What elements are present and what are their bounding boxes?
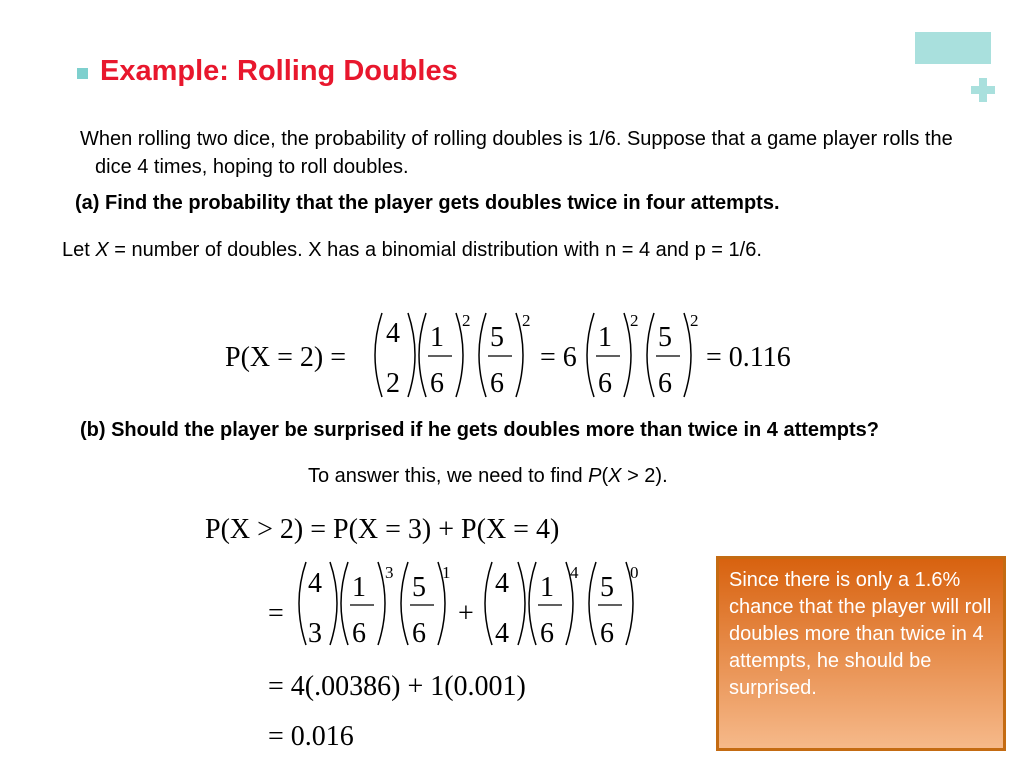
answer-p: P [588,465,602,487]
eqa-exp3: 2 [630,311,639,330]
eqa-frac1-num: 1 [430,322,444,353]
eqb-frac1-den: 6 [352,618,366,649]
eqb-frac3-den: 6 [540,618,554,649]
question-b: (b) Should the player be surprised if he gets doubles more than twice in 4 attempts? [80,419,880,441]
eqa-frac4-den: 6 [658,368,672,399]
eqb-line1: P(X > 2) = P(X = 3) + P(X = 4) [205,514,560,545]
eqb-exp2: 1 [442,563,451,582]
eqa-frac4-num: 5 [658,322,672,353]
eqb-eq: = [268,598,284,629]
eqb-frac1-num: 1 [352,572,366,603]
eqa-frac3-den: 6 [598,368,612,399]
eqb-frac3-num: 1 [540,572,554,603]
conclusion-callout: Since there is only a 1.6% chance that the player will roll doubles more than twice in 4 attempts, he should be surprised. [716,556,1006,751]
eqa-binom-top: 4 [386,318,400,349]
let-prefix: Let [62,239,96,261]
answer-prefix: To answer this, we need to find [308,465,589,487]
eqb-frac2-num: 5 [412,572,426,603]
eqb-exp4: 0 [630,563,639,582]
eqb-line4: = 0.016 [268,721,354,752]
eqb-binom2-top: 4 [495,568,509,599]
eqb-frac2-den: 6 [412,618,426,649]
let-rest: = number of doubles. X has a binomial distribution with n = 4 and p = 1/6. [108,239,762,261]
eqb-binom1-top: 4 [308,568,322,599]
problem-intro: When rolling two dice, the probability of rolling doubles is 1/6. Suppose that a game player rolls the dice 4 times, hoping to roll doubles. [80,128,953,178]
answer-rest: > 2). [621,465,668,487]
eqa-lhs: P(X = 2) = [225,342,347,373]
eqb-frac4-den: 6 [600,618,614,649]
eqa-exp4: 2 [690,311,699,330]
eqb-exp1: 3 [385,563,394,582]
eqa-binom-bottom: 2 [386,368,400,399]
answer-open: ( [601,465,609,487]
eqa-result: = 0.116 [706,342,791,373]
slide-title: Example: Rolling Doubles [100,55,458,87]
eqb-exp3: 4 [570,563,579,582]
eqa-eq6: = 6 [540,342,577,373]
eqa-frac1-den: 6 [430,368,444,399]
eqb-frac4-num: 5 [600,572,614,603]
eqa-frac2-den: 6 [490,368,504,399]
eqa-exp2: 2 [522,311,531,330]
eqa-frac3-num: 1 [598,322,612,353]
eqb-binom1-bottom: 3 [308,618,322,649]
answer-x: X [608,465,622,487]
eqa-frac2-num: 5 [490,322,504,353]
let-variable: X [95,239,109,261]
eqb-plus: + [458,598,474,629]
question-a: (a) Find the probability that the player gets doubles twice in four attempts. [75,192,780,214]
answer-intro [308,465,668,488]
eqb-line3: = 4(.00386) + 1(0.001) [268,671,526,702]
eqb-binom2-bottom: 4 [495,618,509,649]
eqa-exp1: 2 [462,311,471,330]
